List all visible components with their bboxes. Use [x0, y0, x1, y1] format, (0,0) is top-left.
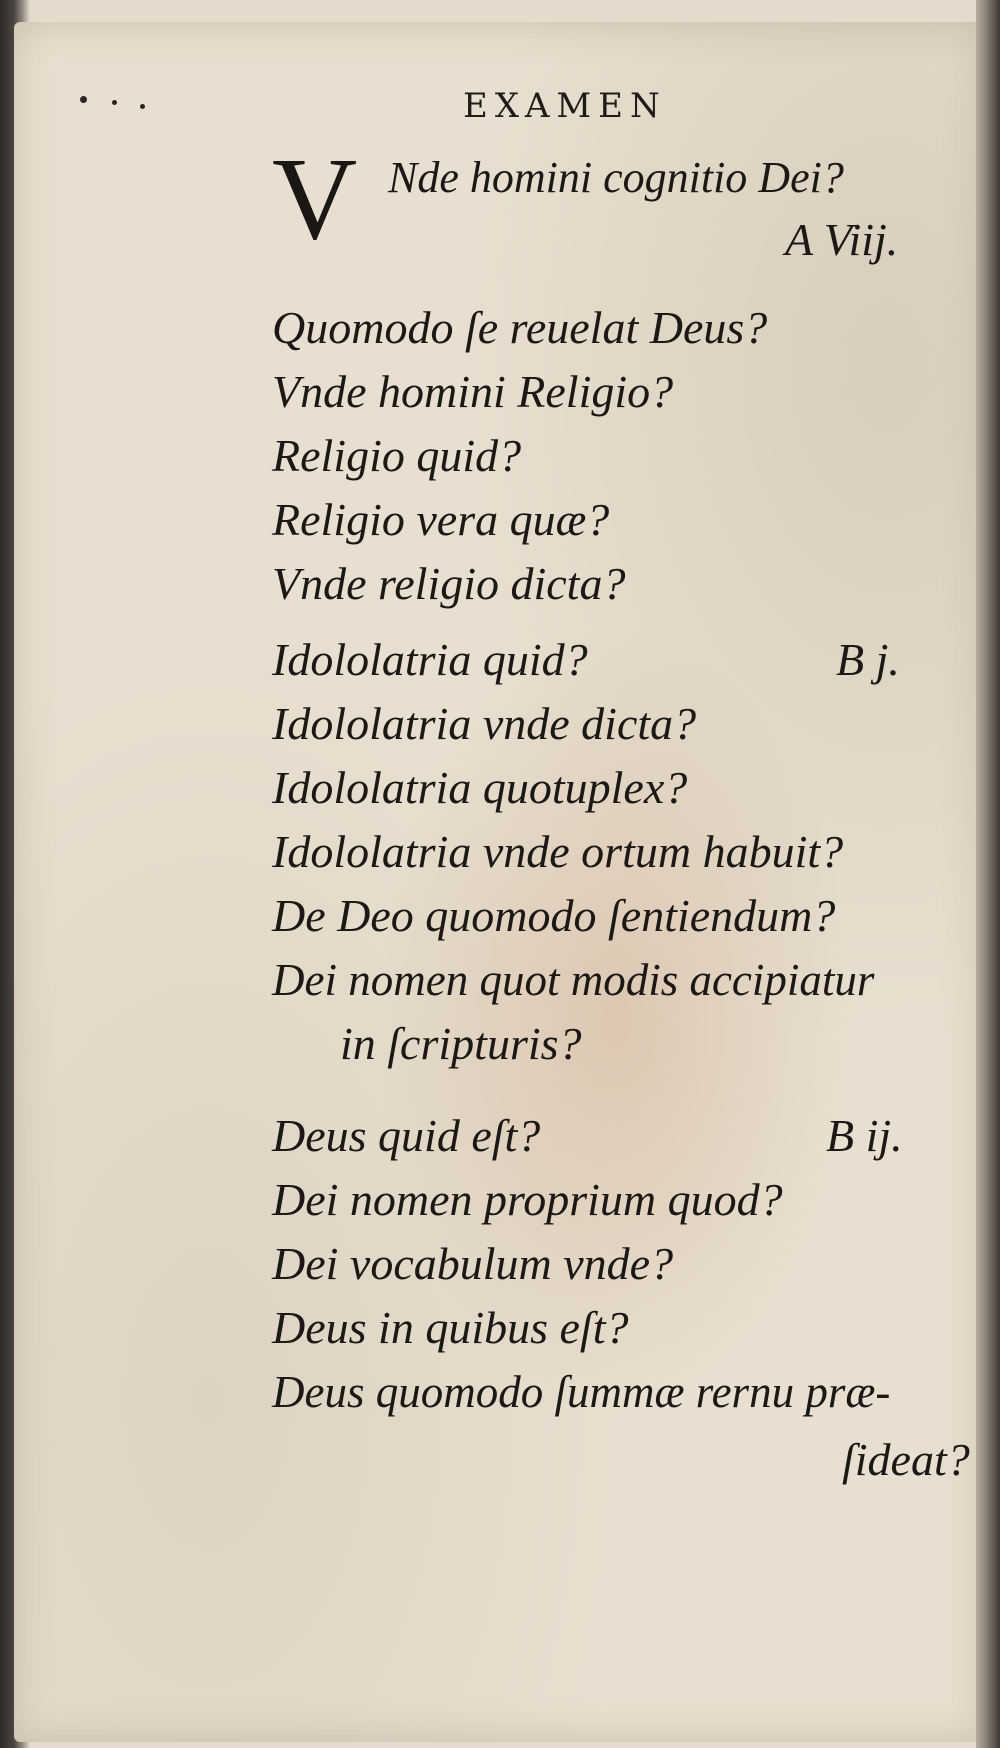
question-line: Idololatria quid? [272, 634, 588, 685]
ink-spot [80, 96, 87, 103]
ink-spot [112, 100, 117, 105]
question-line: Religio quid? [272, 430, 522, 481]
question-line: Dei nomen proprium quod? [272, 1174, 783, 1225]
question-line: Quomodo ſe reuelat Deus? [272, 302, 768, 353]
question-line: Vnde religio dicta? [272, 558, 626, 609]
question-line: Deus quid eſt? [272, 1110, 541, 1161]
question-line: Idololatria quotuplex? [272, 762, 688, 813]
question-line: Vnde homini Religio? [272, 366, 674, 417]
question-line: De Deo quomodo ſentiendum? [272, 890, 836, 941]
running-head: EXAMEN [463, 86, 667, 126]
drop-cap: V [272, 133, 358, 264]
signature-a8: A Viij. [785, 214, 899, 265]
question-line: Deus quomodo ſummæ rernu præ- [272, 1367, 891, 1417]
page-gutter [976, 0, 1000, 1748]
signature-b1: B j. [836, 634, 900, 685]
question-line: Religio vera quæ? [272, 494, 610, 545]
question-line-continued: ſideat? [842, 1434, 970, 1485]
question-line-continued: in ſcripturis? [340, 1018, 582, 1069]
question-line: Idololatria vnde ortum habuit? [272, 826, 844, 877]
question-line: Deus in quibus eſt? [272, 1302, 629, 1353]
question-line: Dei nomen quot modis accipiatur [272, 955, 875, 1005]
signature-b2: B ij. [826, 1110, 903, 1161]
first-question: Nde homini cognitio Dei? [388, 153, 844, 202]
ink-spot [140, 104, 145, 109]
question-line: Dei vocabulum vnde? [272, 1238, 674, 1289]
question-line: Idololatria vnde dicta? [272, 698, 697, 749]
book-page [14, 22, 984, 1742]
